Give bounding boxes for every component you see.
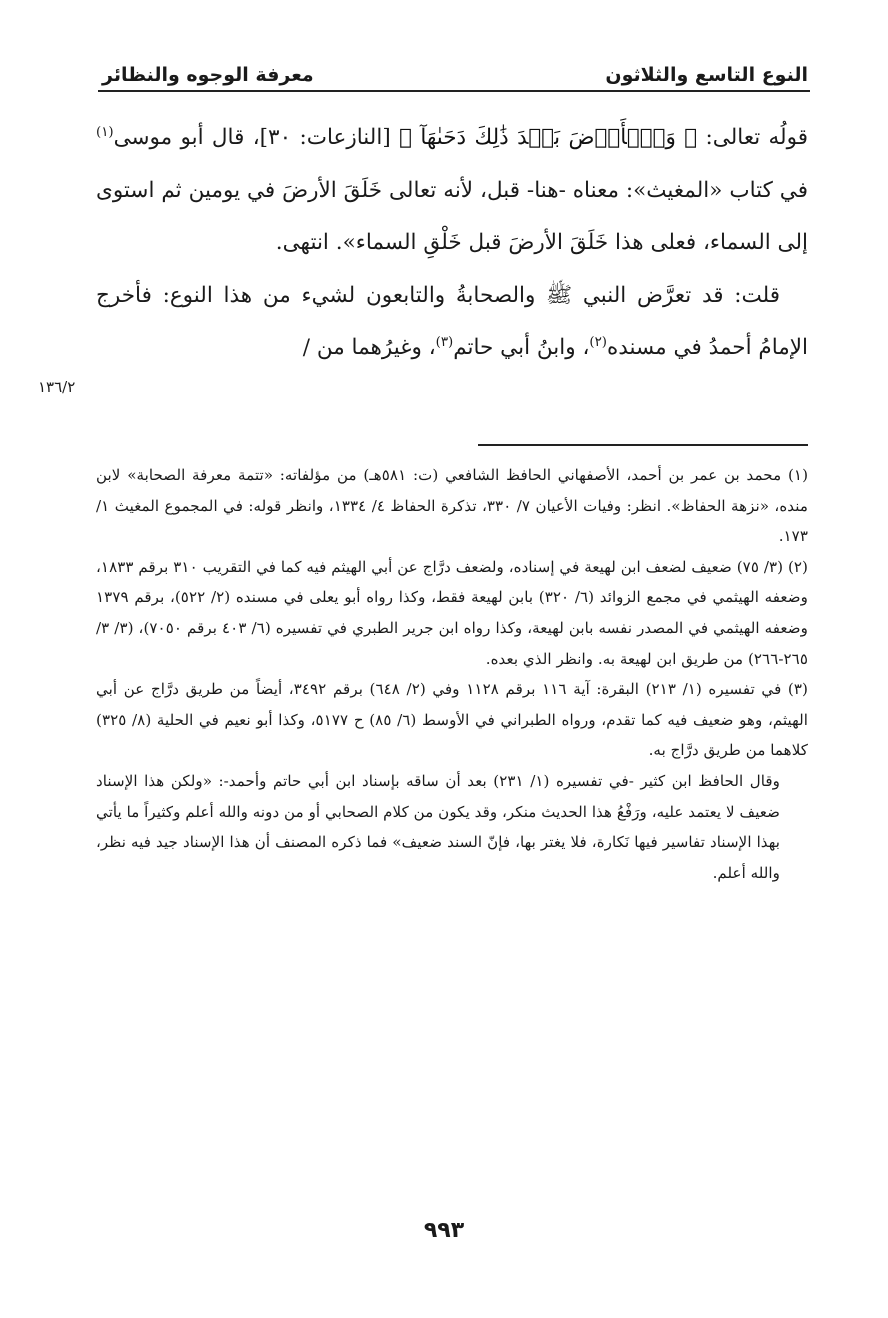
- footnote-marker-3: (٣): [435, 334, 454, 350]
- main-text-para2-middle: ، وابنُ أبي حاتم: [453, 335, 590, 360]
- footnote-2: (٢) (٣/ ٧٥) ضعيف لضعف ابن لهيعة في إسناده، ولضعف درَّاج عن أبي الهيثم فيه كما في التقريب ٣١٠ برقم ١٨٣٣، وضعفه الهيثمي في مجمع الزوائد (٦/ ٣٢٠) بابن لهيعة فقط، وكذا رواه أبو يعلى في مسنده (٢/ ٥٢٢)، برقم ١٣٧٩ وضعفه الهيثمي في المصدر نفسه بابن لهيعة، وكذا رواه ابن جرير الطبري في تفسيره (٦/ ٤٠٣ برقم ٧٠٥٠)، (٣/ ٣/ ٢٦٥-٢٦٦) من طريق ابن لهيعة به. وانظر الذي بعده.: [96, 557, 808, 668]
- main-text-para2-end: ، وغيرُهما من /: [302, 335, 436, 360]
- header-chapter-title: النوع التاسع والثلاثون: [605, 64, 808, 86]
- main-paragraph-1: [96, 112, 808, 270]
- main-paragraph-2: [96, 270, 808, 375]
- main-text-source: [النازعات: ٣٠]، قال أبو موسى: [113, 125, 400, 150]
- footnote-marker-1: (١): [96, 124, 114, 140]
- main-text-continuation: في كتاب «المغيث»: معناه -هنا- قبل، لأنه تعالى خَلَقَ الأرضَ في يومين ثم استوى إلى السماء، فعلى هذا خَلَقَ الأرضَ قبل خَلْقِ السماء». انتهى.: [96, 177, 808, 255]
- running-header: [102, 52, 808, 86]
- main-text-para2-start: قلت: قد تعرَّض النبي ﷺ والصحابةُ والتابعون لشيء من هذا النوع: فأخرج الإمامُ أحمدُ في مسنده: [96, 282, 808, 360]
- footnote-1: (١) محمد بن عمر بن أحمد، الأصفهاني الحافظ الشافعي (ت: ٥٨١هـ) من مؤلفاته: «تتمة معرفة الصحابة» لابن منده، «نزهة الحفاظ». انظر: وفيات الأعيان ٧/ ٣٣٠، تذكرة الحفاظ ٤/ ١٣٣٤، وانظر قوله: في المجموع المغيث ١/ ١٧٣.: [96, 466, 808, 546]
- quran-verse: ﴿ وَٱلۡأَرۡضَ بَعۡدَ ذَٰلِكَ دَحَىٰهَآ ﴾: [399, 125, 698, 150]
- footnote-3: (٣) في تفسيره (١/ ٢١٣) البقرة: آية ١١٦ برقم ١١٢٨ وفي (٢/ ٦٤٨) برقم ٣٤٩٢، أيضاً من طريق درَّاج عن أبي الهيثم، وهو ضعيف فيه كما تقدم، ورواه الطبراني في الأوسط (٦/ ٨٥) ح ٥١٧٧، وكذا أبو نعيم في الحلية (٨/ ٣٢٥) كلاهما من طريق درَّاج به.: [96, 680, 808, 760]
- footnote-3-continuation: وقال الحافظ ابن كثير -في تفسيره (١/ ٢٣١) بعد أن ساقه بإسناد ابن أبي حاتم وأحمد-: «ولكن هذا الإسناد ضعيف لا يعتمد عليه، ورَفْعُ هذا الحديث منكر، وقد يكون من كلام الصحابي أو من دونه والله أعلم وكثيراً ما يأتي بهذا الإسناد تفاسير فيها نَكارة، فلا يغتر بها، فإنّ السند ضعيف» فما ذكره المصنف أن هذا الإسناد جيد فيه نظر، والله أعلم.: [96, 771, 780, 882]
- header-section-title: معرفة الوجوه والنظائر: [102, 64, 314, 86]
- footnote-marker-2: (٢): [589, 334, 607, 350]
- header-divider: [98, 90, 810, 92]
- manuscript-page-reference: ١٣٦/٢: [38, 378, 76, 396]
- footnote-divider: [478, 444, 808, 446]
- footnotes: [96, 460, 808, 888]
- page-number: ٩٩٣: [423, 1218, 465, 1243]
- main-text-intro: قولُه تعالى:: [697, 125, 808, 150]
- main-text: [96, 112, 808, 375]
